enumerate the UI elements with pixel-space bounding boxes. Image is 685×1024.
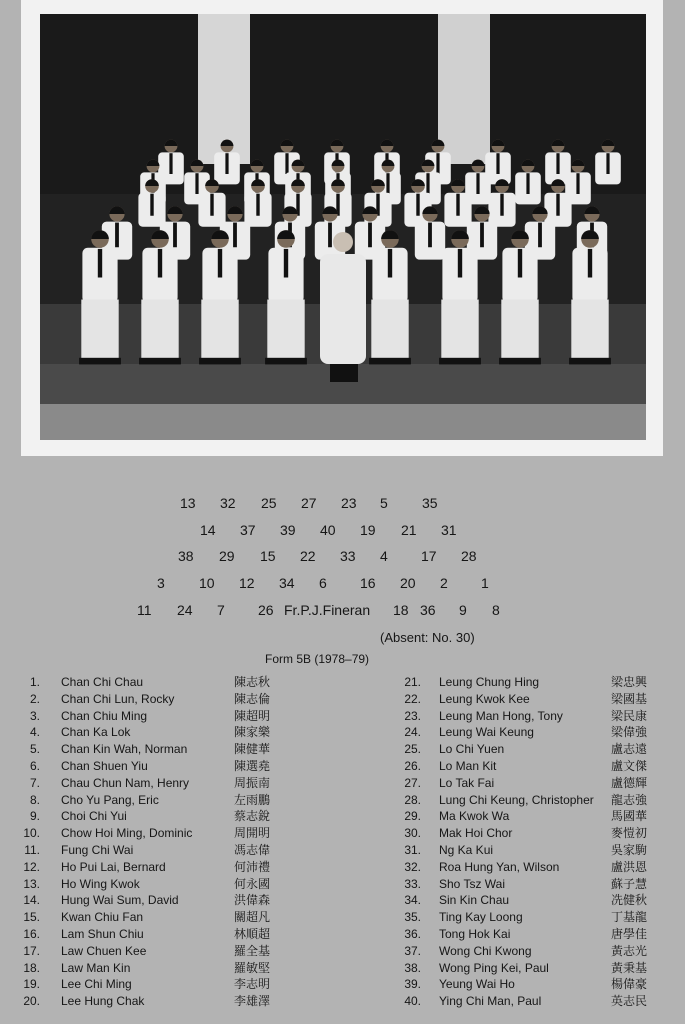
student-chinese-name: 麥愷初 bbox=[611, 826, 648, 841]
student-number: 37. bbox=[404, 943, 421, 958]
key-number: 20 bbox=[400, 575, 416, 591]
student-chinese-name: 馮志偉 bbox=[234, 842, 271, 857]
student-entry bbox=[395, 792, 685, 809]
name-list-left bbox=[18, 674, 348, 1010]
student-chinese-name: 陳超明 bbox=[234, 708, 271, 723]
student-entry bbox=[395, 724, 685, 741]
student-english-name: Hung Wai Sum, David bbox=[61, 893, 179, 908]
student-chinese-name: 陳志倫 bbox=[234, 691, 271, 706]
student-entry bbox=[18, 909, 348, 926]
student-entry bbox=[395, 859, 685, 876]
key-number: 38 bbox=[178, 548, 194, 564]
student-entry bbox=[18, 724, 348, 741]
student-chinese-name: 盧志遠 bbox=[611, 742, 648, 757]
student-chinese-name: 黃志光 bbox=[611, 943, 648, 958]
student-number: 18. bbox=[23, 960, 40, 975]
key-number: 32 bbox=[220, 495, 236, 511]
student-number: 26. bbox=[404, 758, 421, 773]
key-number: 24 bbox=[177, 602, 193, 618]
student-chinese-name: 黃秉基 bbox=[611, 960, 648, 975]
key-number: 37 bbox=[240, 522, 256, 538]
student-entry bbox=[18, 674, 348, 691]
student-number: 6. bbox=[29, 758, 40, 773]
student-english-name: Lee Chi Ming bbox=[61, 977, 132, 992]
student-number: 15. bbox=[23, 910, 40, 925]
student-chinese-name: 楊偉豪 bbox=[611, 977, 648, 992]
key-number: 3 bbox=[157, 575, 165, 591]
key-number: 22 bbox=[300, 548, 316, 564]
student-number: 39. bbox=[404, 977, 421, 992]
student-english-name: Roa Hung Yan, Wilson bbox=[439, 859, 560, 874]
student-number: 25. bbox=[404, 742, 421, 757]
student-english-name: Law Man Kin bbox=[61, 960, 131, 975]
student-entry bbox=[18, 993, 348, 1010]
student-number: 33. bbox=[404, 876, 421, 891]
student-entry bbox=[395, 758, 685, 775]
key-number: 27 bbox=[301, 495, 317, 511]
key-number: 12 bbox=[239, 575, 255, 591]
student-chinese-name: 英志民 bbox=[611, 994, 648, 1009]
student-english-name: Sho Tsz Wai bbox=[439, 876, 506, 891]
student-chinese-name: 冼健秋 bbox=[611, 893, 648, 908]
student-chinese-name: 何永國 bbox=[234, 876, 271, 891]
student-number: 36. bbox=[404, 926, 421, 941]
key-number: 23 bbox=[341, 495, 357, 511]
student-english-name: Chan Shuen Yiu bbox=[61, 758, 148, 773]
student-chinese-name: 陳選堯 bbox=[234, 758, 271, 773]
student-chinese-name: 洪偉森 bbox=[234, 893, 271, 908]
student-chinese-name: 林順超 bbox=[234, 926, 271, 941]
student-english-name: Leung Chung Hing bbox=[439, 675, 540, 689]
student-chinese-name: 關超凡 bbox=[234, 910, 271, 925]
key-number: 19 bbox=[360, 522, 376, 538]
student-number: 2. bbox=[29, 691, 40, 706]
student-entry bbox=[18, 808, 348, 825]
key-number: 18 bbox=[393, 602, 409, 618]
student-english-name: Yeung Wai Ho bbox=[439, 977, 515, 992]
student-entry bbox=[18, 960, 348, 977]
key-number: 15 bbox=[260, 548, 276, 564]
photo-frame bbox=[21, 0, 663, 456]
student-entry bbox=[18, 842, 348, 859]
student-entry bbox=[395, 926, 685, 943]
student-english-name: Fung Chi Wai bbox=[61, 842, 134, 857]
person-figure bbox=[139, 230, 181, 364]
student-english-name: Chan Chiu Ming bbox=[61, 708, 148, 723]
student-chinese-name: 盧文傑 bbox=[611, 758, 648, 773]
key-number: 4 bbox=[380, 548, 388, 564]
student-number: 8. bbox=[29, 792, 40, 807]
student-number: 1. bbox=[29, 675, 40, 689]
name-list-right bbox=[395, 674, 685, 1010]
student-number: 28. bbox=[404, 792, 421, 807]
key-number: 25 bbox=[261, 495, 277, 511]
student-entry bbox=[18, 775, 348, 792]
key-number: 40 bbox=[320, 522, 336, 538]
student-english-name: Ho Pui Lai, Bernard bbox=[61, 859, 166, 874]
student-number: 31. bbox=[404, 842, 421, 857]
student-chinese-name: 周振南 bbox=[234, 775, 271, 790]
student-english-name: Wong Chi Kwong bbox=[439, 943, 532, 958]
student-entry bbox=[18, 976, 348, 993]
student-number: 16. bbox=[23, 926, 40, 941]
student-entry bbox=[395, 825, 685, 842]
key-row bbox=[0, 602, 685, 622]
student-number: 3. bbox=[29, 708, 40, 723]
student-chinese-name: 陳健華 bbox=[234, 742, 271, 757]
student-english-name: Lo Man Kit bbox=[439, 758, 497, 773]
student-chinese-name: 丁基龍 bbox=[611, 910, 648, 925]
student-entry bbox=[395, 674, 685, 691]
key-number: 36 bbox=[420, 602, 436, 618]
absent-note: (Absent: No. 30) bbox=[380, 630, 475, 645]
student-number: 12. bbox=[23, 859, 40, 874]
student-number: 9. bbox=[29, 809, 40, 824]
student-entry bbox=[395, 708, 685, 725]
student-english-name: Law Chuen Kee bbox=[61, 943, 147, 958]
student-chinese-name: 梁偉強 bbox=[611, 725, 648, 740]
student-chinese-name: 周開明 bbox=[234, 826, 271, 841]
student-chinese-name: 何沛禮 bbox=[234, 859, 271, 874]
key-number: 2 bbox=[440, 575, 448, 591]
key-row bbox=[0, 522, 685, 542]
student-number: 30. bbox=[404, 826, 421, 841]
student-chinese-name: 盧洪恩 bbox=[611, 859, 648, 874]
key-row bbox=[0, 495, 685, 515]
student-number: 22. bbox=[404, 691, 421, 706]
student-english-name: Chan Ka Lok bbox=[61, 725, 131, 740]
student-number: 10. bbox=[23, 826, 40, 841]
key-number: 28 bbox=[461, 548, 477, 564]
key-number: 35 bbox=[422, 495, 438, 511]
student-chinese-name: 馬國華 bbox=[611, 809, 648, 824]
student-english-name: Chow Hoi Ming, Dominic bbox=[61, 826, 193, 841]
student-entry bbox=[18, 758, 348, 775]
student-english-name: Ying Chi Man, Paul bbox=[439, 994, 542, 1009]
form-title: Form 5B (1978–79) bbox=[265, 652, 370, 666]
student-chinese-name: 梁忠興 bbox=[611, 675, 648, 689]
student-number: 20. bbox=[23, 994, 40, 1009]
student-number: 11. bbox=[24, 842, 40, 857]
key-number: 9 bbox=[459, 602, 467, 618]
student-entry bbox=[18, 943, 348, 960]
student-entry bbox=[395, 909, 685, 926]
student-number: 34. bbox=[404, 893, 421, 908]
student-entry bbox=[18, 859, 348, 876]
student-english-name: Leung Kwok Kee bbox=[439, 691, 530, 706]
student-number: 32. bbox=[404, 859, 421, 874]
student-english-name: Leung Wai Keung bbox=[439, 725, 534, 740]
class-group-photo bbox=[40, 14, 646, 440]
key-number: 13 bbox=[180, 495, 196, 511]
person-figure bbox=[369, 230, 411, 364]
student-chinese-name: 李志明 bbox=[234, 977, 271, 992]
key-number: 17 bbox=[421, 548, 437, 564]
person-figure bbox=[199, 230, 241, 364]
key-number: 33 bbox=[340, 548, 356, 564]
student-english-name: Chan Chi Lun, Rocky bbox=[61, 691, 175, 706]
key-number: 34 bbox=[279, 575, 295, 591]
student-english-name: Lo Tak Fai bbox=[439, 775, 495, 790]
student-entry bbox=[18, 691, 348, 708]
student-number: 35. bbox=[404, 910, 421, 925]
student-entry bbox=[395, 741, 685, 758]
student-chinese-name: 蔡志銳 bbox=[234, 809, 271, 824]
person-figure bbox=[439, 230, 481, 364]
priest-figure bbox=[320, 232, 366, 382]
key-number: 7 bbox=[217, 602, 225, 618]
student-chinese-name: 陳志秋 bbox=[234, 675, 271, 689]
student-english-name: Lo Chi Yuen bbox=[439, 742, 505, 757]
student-english-name: Chan Chi Chau bbox=[61, 675, 144, 689]
student-entry bbox=[395, 691, 685, 708]
key-number: 31 bbox=[441, 522, 457, 538]
student-number: 4. bbox=[29, 725, 40, 740]
person-figure bbox=[499, 230, 541, 364]
student-entry bbox=[395, 960, 685, 977]
student-chinese-name: 唐學佳 bbox=[611, 926, 648, 941]
student-english-name: Ho Wing Kwok bbox=[61, 876, 140, 891]
student-number: 5. bbox=[29, 742, 40, 757]
student-english-name: Ng Ka Kui bbox=[439, 842, 494, 857]
student-english-name: Mak Hoi Chor bbox=[439, 826, 513, 841]
student-chinese-name: 盧德輝 bbox=[611, 775, 648, 790]
student-english-name: Wong Ping Kei, Paul bbox=[439, 960, 549, 975]
student-english-name: Sin Kin Chau bbox=[439, 893, 510, 908]
student-entry bbox=[18, 825, 348, 842]
student-number: 24. bbox=[404, 725, 421, 740]
student-entry bbox=[18, 876, 348, 893]
key-number: 39 bbox=[280, 522, 296, 538]
student-number: 17. bbox=[23, 943, 40, 958]
student-english-name: Choi Chi Yui bbox=[61, 809, 127, 824]
student-entry bbox=[18, 926, 348, 943]
person-figure bbox=[265, 230, 307, 364]
person-figure bbox=[569, 230, 611, 364]
student-entry bbox=[395, 876, 685, 893]
student-entry bbox=[18, 741, 348, 758]
student-english-name: Chau Chun Nam, Henry bbox=[61, 775, 190, 790]
student-entry bbox=[395, 775, 685, 792]
student-number: 19. bbox=[23, 977, 40, 992]
student-chinese-name: 梁民康 bbox=[611, 708, 648, 723]
student-number: 27. bbox=[404, 775, 421, 790]
student-entry bbox=[395, 842, 685, 859]
student-english-name: Ma Kwok Wa bbox=[439, 809, 510, 824]
student-english-name: Lam Shun Chiu bbox=[61, 926, 144, 941]
student-number: 23. bbox=[404, 708, 421, 723]
student-number: 21. bbox=[404, 675, 421, 689]
student-chinese-name: 陳家樂 bbox=[234, 725, 271, 740]
student-english-name: Lee Hung Chak bbox=[61, 994, 145, 1009]
person-figure bbox=[79, 230, 121, 364]
student-entry bbox=[395, 976, 685, 993]
student-english-name: Kwan Chiu Fan bbox=[61, 910, 144, 925]
student-english-name: Tong Hok Kai bbox=[439, 926, 511, 941]
key-number: 11 bbox=[137, 602, 152, 618]
student-english-name: Cho Yu Pang, Eric bbox=[61, 792, 159, 807]
student-number: 14. bbox=[23, 893, 40, 908]
student-chinese-name: 羅敏堅 bbox=[234, 960, 271, 975]
student-chinese-name: 李雄澤 bbox=[234, 994, 271, 1009]
key-number: 14 bbox=[200, 522, 216, 538]
key-number: 10 bbox=[199, 575, 215, 591]
student-chinese-name: 蘇子慧 bbox=[611, 876, 648, 891]
student-chinese-name: 吳家駒 bbox=[611, 842, 648, 857]
key-number: 21 bbox=[401, 522, 417, 538]
key-number: 16 bbox=[360, 575, 376, 591]
student-chinese-name: 龍志強 bbox=[611, 792, 648, 807]
key-row bbox=[0, 548, 685, 568]
student-entry bbox=[395, 943, 685, 960]
student-chinese-name: 梁國基 bbox=[611, 691, 648, 706]
student-number: 7. bbox=[29, 775, 40, 790]
key-number: 29 bbox=[219, 548, 235, 564]
student-number: 38. bbox=[404, 960, 421, 975]
key-number: 5 bbox=[380, 495, 388, 511]
key-row bbox=[0, 575, 685, 595]
student-entry bbox=[18, 892, 348, 909]
student-chinese-name: 羅全基 bbox=[234, 943, 271, 958]
class-group-photo-image bbox=[40, 14, 646, 440]
student-chinese-name: 左雨鵬 bbox=[234, 792, 271, 807]
student-entry bbox=[18, 708, 348, 725]
student-entry bbox=[395, 808, 685, 825]
student-english-name: Lung Chi Keung, Christopher bbox=[439, 792, 594, 807]
key-number: 1 bbox=[481, 575, 489, 591]
student-number: 13. bbox=[23, 876, 40, 891]
student-entry bbox=[18, 792, 348, 809]
student-number: 40. bbox=[404, 994, 421, 1009]
student-english-name: Chan Kin Wah, Norman bbox=[61, 742, 188, 757]
key-number: 6 bbox=[319, 575, 327, 591]
student-english-name: Leung Man Hong, Tony bbox=[439, 708, 563, 723]
student-english-name: Ting Kay Loong bbox=[439, 910, 523, 925]
key-number: 8 bbox=[492, 602, 500, 618]
student-entry bbox=[395, 892, 685, 909]
key-number: 26 bbox=[258, 602, 274, 618]
student-number: 29. bbox=[404, 809, 421, 824]
student-entry bbox=[395, 993, 685, 1010]
key-teacher-name: Fr.P.J.Fineran bbox=[284, 602, 371, 618]
